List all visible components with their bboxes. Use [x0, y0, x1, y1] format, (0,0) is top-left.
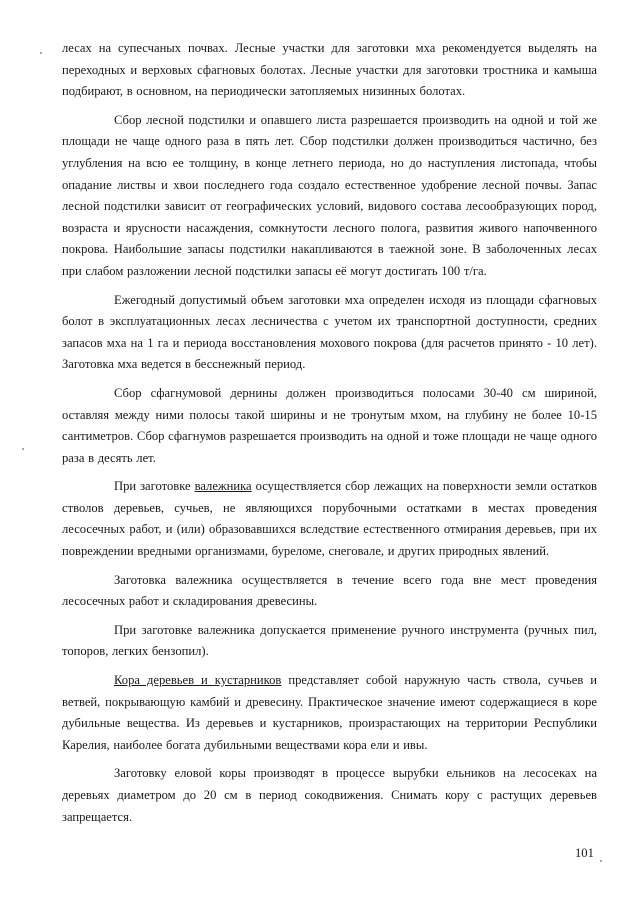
- paragraph-8: [62, 670, 597, 756]
- paragraph-6-text: Заготовка валежника осуществляется в течение всего года вне мест проведения лесосечных работ и складирования древесины.: [62, 572, 597, 609]
- paragraph-4-text: Сбор сфагнумовой дернины должен производиться полосами 30-40 см шириной, оставляя между ними полосы такой ширины и не тронутым мхом, на глубину не более 10-15 сантиметров. Сбор сфагнумов разрешается производить на одной и тоже площади не чаще одного раза в десять лет.: [62, 385, 597, 465]
- paragraph-3-text: Ежегодный допустимый объем заготовки мха определен исходя из площади сфагновых болот в эксплуатационных лесах лесничества с учетом их транспортной доступности, средних запасов мха на 1 га и периода восстановления мохового покрова (для расчетов принято - 10 лет). Заготовка мха ведется в бесснежный период.: [62, 292, 597, 372]
- paragraph-1-text: лесах на супесчаных почвах. Лесные участки для заготовки мха рекомендуется выделять на переходных и верховых сфагновых болотах. Лесные участки для заготовки тростника и камыша подбирают, в основном, на периодически затопляемых низинных болотах.: [62, 41, 597, 99]
- paragraph-5-text-start: При заготовке: [114, 479, 195, 494]
- scan-speck: [22, 448, 24, 450]
- paragraph-4: [62, 383, 597, 469]
- paragraph-8-text: представляет собой наружную часть ствола, сучьев и ветвей, покрывающую камбий и древесину. Практическое значение имеют содержащиеся в коре дубильные вещества. Из деревьев и кустарников, произрастающих на территории Республики Карелия, наиболее богата дубильными веществами кора ели и ивы.: [62, 673, 598, 752]
- scan-speck: [40, 52, 42, 54]
- paragraph-7-text: При заготовке валежника допускается применение ручного инструмента (ручных пил, топоров, легких бензопил).: [62, 622, 597, 659]
- paragraph-3: [62, 290, 597, 376]
- paragraph-9: [62, 763, 597, 828]
- document-body: [62, 38, 597, 835]
- paragraph-6: [62, 570, 597, 613]
- paragraph-5-text-end: осуществляется сбор лежащих на поверхности земли остатков стволов деревьев, сучьев, не являющихся порубочными остатками в местах проведения лесосечных работ, и (или) образовавшихся вследствие естественного отмирания деревьев, при их повреждении вредными организмами, буреломе, снеговале, и других природных явлений.: [62, 479, 597, 559]
- paragraph-2-text: Сбор лесной подстилки и опавшего листа разрешается производить на одной и той же площади не чаще одного раза в пять лет. Сбор подстилки должен производиться частично, без углубления на всю ее толщину, в конце летнего периода, но до наступления листопада, чтобы опадание листвы и хвои последнего года создало естественное удобрение лесной почвы. Запас лесной подстилки зависит от географических условий, видового состава лесообразующих пород, возраста и ярусности насаждения, сомкнутости лесного полога, развития живого напочвенного покрова. Наибольшие запасы подстилки накапливаются в таежной зоне. В заболоченных лесах при слабом разложении лесной подстилки запасы её могут достигать 100 т/га.: [62, 112, 597, 278]
- scan-speck: [600, 860, 602, 862]
- paragraph-2: [62, 110, 597, 283]
- paragraph-7: [62, 620, 597, 663]
- paragraph-9-text: Заготовку еловой коры производят в процессе вырубки ельников на лесосеках на деревьях диаметром до 20 см в период сокодвижения. Снимать кору с растущих деревьев запрещается.: [62, 766, 597, 824]
- page-number: 101: [575, 846, 594, 860]
- term-kora: Кора деревьев и кустарников: [114, 673, 282, 688]
- term-valezhnik: валежника: [194, 479, 252, 494]
- paragraph-1: [62, 38, 597, 103]
- paragraph-5: [62, 476, 597, 562]
